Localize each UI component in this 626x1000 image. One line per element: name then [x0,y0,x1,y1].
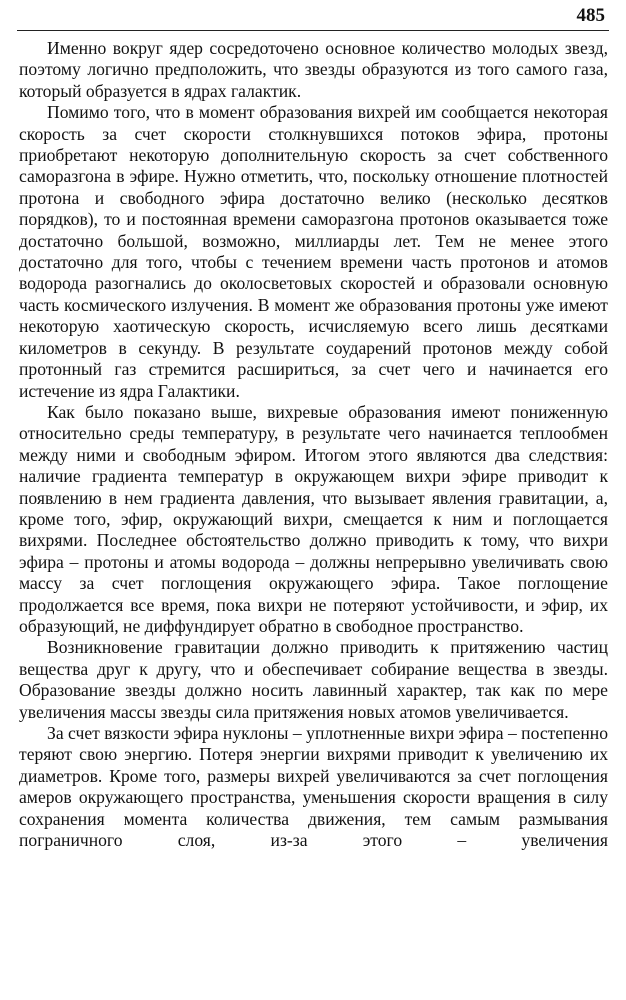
paragraph: Как было показано выше, вихревые образования имеют пониженную относительно среды температуру, в результате чего начинается теплообмен между ними и свободным эфиром. Итогом этого являются два следствия: наличие градиента температур в окружающем вихри эфире приводит к появлению в нем градиента давления, что вызывает явления гравитации, а, кроме того, эфир, окружающий вихри, смещается к ним и поглощается вихрями. Последнее обстоятельство должно приводить к тому, что вихри эфира – протоны и атомы водорода – должны непрерывно увеличивать свою массу за счет поглощения окружающего эфира. Такое поглощение продолжается все время, пока вихри не потеряют устойчивости, и эфир, их образующий, не диффундирует обратно в свободное пространство. [19,401,608,636]
page-number: 485 [576,5,605,26]
paragraph: Помимо того, что в момент образования вихрей им сообщается некоторая скорость за счет скорости столкнувшихся потоков эфира, протоны приобретают некоторую дополнительную скорость за счет собственного саморазгона в эфире. Нужно отметить, что, поскольку отношение плотностей протона и свободного эфира достаточно велико (несколько десятков порядков), то и постоянная времени саморазгона протонов оказывается тоже достаточно большой, возможно, миллиарды лет. Тем не менее этого достаточно для того, чтобы с течением времени часть протонов и атомов водорода разогнались до околосветовых скоростей и образовали основную часть космического излучения. В момент же образования протоны уже имеют некоторую хаотическую скорость, исчисляемую всего лишь десятками километров в секунду. В результате соударений протонов между собой протонный газ стремится расшириться, за счет чего и начинается его истечение из ядра Галактики. [19,102,608,401]
paragraph: Возникновение гравитации должно приводить к притяжению частиц вещества друг к другу, что и обеспечивает собирание вещества в звезды. Образование звезды должно носить лавинный характер, так как по мере увеличения массы звезды сила притяжения новых атомов увеличивается. [19,637,608,722]
paragraph: Именно вокруг ядер сосредоточено основное количество молодых звезд, поэтому логично предположить, что звезды образуются из того самого газа, который образуется в ядрах галактик. [19,38,608,101]
page-header [17,4,609,31]
body-text [19,38,608,851]
paragraph: За счет вязкости эфира нуклоны – уплотненные вихри эфира – постепенно теряют свою энергию. Потеря энергии вихрями приводит к увеличению их диаметров. Кроме того, размеры вихрей увеличиваются за счет поглощения амеров окружающего пространства, уменьшения скорости вращения в силу сохранения момента количества движения, тем самым размывания пограничного слоя, из-за этого – увеличения [19,723,608,851]
